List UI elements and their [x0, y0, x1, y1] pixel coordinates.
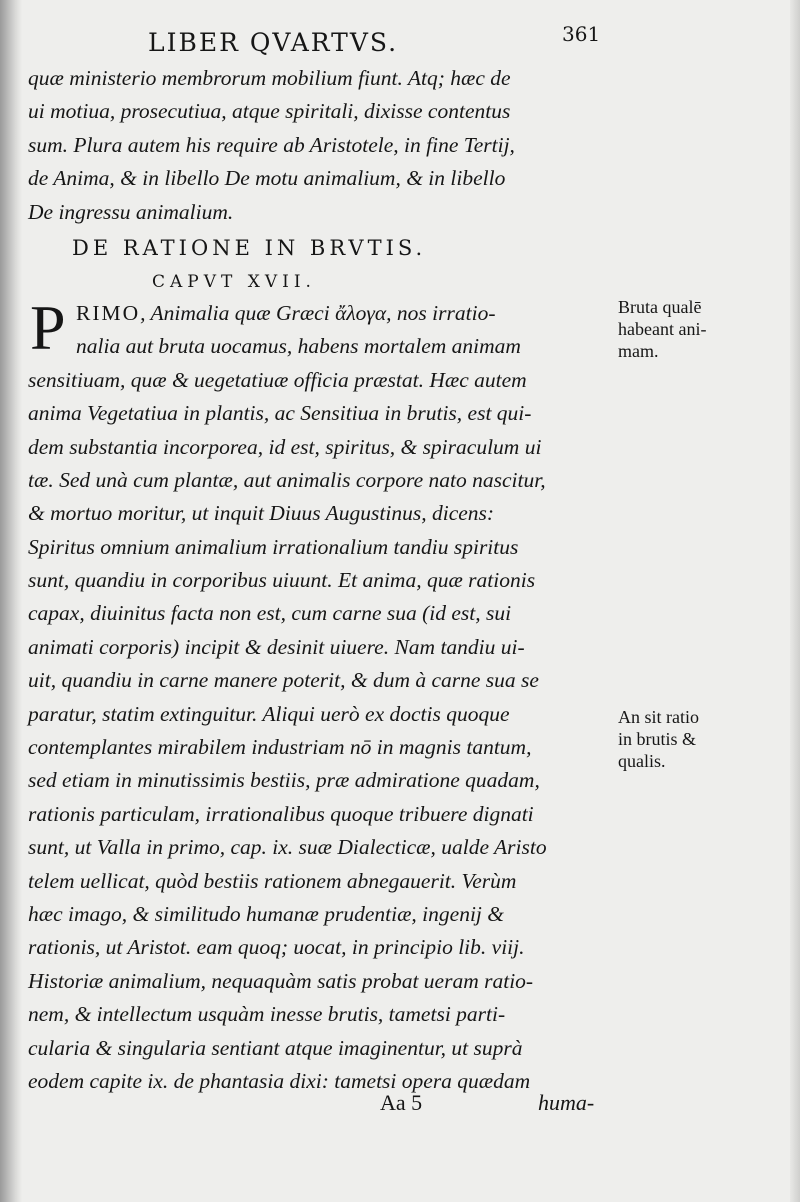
- text-line: sed etiam in minutissimis bestiis, præ admiratione quadam,: [28, 768, 540, 793]
- text-line: animati corporis) incipit & desinit uiuere. Nam tandiu ui-: [28, 634, 525, 659]
- text-line: sunt, ut Valla in primo, cap. ix. suæ Dialecticæ, ualde Aristo: [28, 835, 547, 860]
- margin-note: [618, 706, 778, 772]
- text-line: dem substantia incorporea, id est, spiritus, & spiraculum ui: [28, 434, 542, 459]
- page-edge-shadow: [790, 0, 800, 1202]
- catchword: huma-: [538, 1090, 595, 1115]
- text-line: paratur, statim extinguitur. Aliqui uerò ex doctis quoque: [28, 701, 510, 726]
- text-line: quæ ministerio membrorum mobilium fiunt. Atq; hæc de: [28, 66, 511, 90]
- text-line: capax, diuinitus facta non est, cum carne sua (id est, sui: [28, 601, 512, 626]
- chapter-heading: CAPVT XVII.: [152, 271, 316, 292]
- text-line: hæc imago, & similitudo humanæ prudentiæ, ingenij &: [28, 901, 504, 926]
- text-line: sum. Plura autem his require ab Aristotele, in fine Tertij,: [28, 132, 515, 157]
- margin-note-line: mam.: [618, 341, 659, 361]
- text-line: sensitiuam, quæ & uegetatiuæ officia præstat. Hæc autem: [28, 367, 527, 392]
- text-line: uit, quandiu in carne manere poterit, & dum à carne sua se: [28, 668, 539, 693]
- margin-note-line: habeant ani-: [618, 319, 707, 339]
- text-line: nalia aut bruta uocamus, habens mortalem animam: [76, 334, 521, 359]
- running-head: LIBER QVARTVS.: [148, 28, 399, 57]
- text-line: Historiæ animalium, nequaquàm satis probat ueram ratio-: [28, 968, 534, 993]
- text-line: sunt, quandiu in corporibus uiuunt. Et anima, quæ rationis: [28, 568, 536, 593]
- text-line: anima Vegetatiua in plantis, ac Sensitiua in brutis, est qui-: [28, 401, 532, 426]
- text-line: contemplantes mirabilem industriam nō in magnis tantum,: [28, 735, 532, 760]
- text-line: eodem capite ix. de phantasia dixi: tametsi opera quædam: [28, 1068, 531, 1093]
- page-gutter-shadow: [0, 0, 22, 1202]
- text-line: tæ. Sed unà cum plantæ, aut animalis corpore nato nascitur,: [28, 467, 546, 492]
- text-line: rationis particulam, irrationalibus quoque tribuere dignati: [28, 801, 534, 826]
- margin-note-line: Bruta qualē: [618, 297, 702, 317]
- margin-note-line: in brutis &: [618, 729, 697, 749]
- page-number: 361: [562, 22, 601, 46]
- text-line: De ingressu animalium.: [28, 199, 234, 224]
- first-line-rest: , Animalia quæ Græci ἄλογα, nos irratio-: [140, 300, 496, 325]
- text-line: de Anima, & in libello De motu animalium, & in libello: [28, 166, 506, 191]
- text-line: Spiritus omnium animalium irrationalium tandiu spiritus: [28, 534, 519, 559]
- text-line: rationis, ut Aristot. eam quoq; uocat, in principio lib. viij.: [28, 935, 525, 960]
- drop-cap: P: [30, 291, 66, 363]
- first-word: RIMO: [76, 300, 141, 325]
- text-line: ui motiua, prosecutiua, atque spiritali, dixisse contentus: [28, 99, 511, 124]
- margin-note: [618, 296, 778, 362]
- text-line: & mortuo moritur, ut inquit Diuus Augustinus, dicens:: [28, 501, 495, 526]
- section-heading: DE RATIONE IN BRVTIS.: [72, 235, 427, 260]
- margin-note-line: qualis.: [618, 751, 666, 771]
- margin-note-line: An sit ratio: [618, 707, 699, 727]
- signature-mark: Aa 5: [380, 1090, 423, 1115]
- text-line: cularia & singularia sentiant atque imaginentur, ut suprà: [28, 1035, 523, 1060]
- text-line: telem uellicat, quòd bestiis rationem abnegauerit. Verùm: [28, 868, 517, 893]
- text-line: nem, & intellectum usquàm inesse brutis, tametsi parti-: [28, 1002, 506, 1027]
- main-text: [28, 62, 606, 1098]
